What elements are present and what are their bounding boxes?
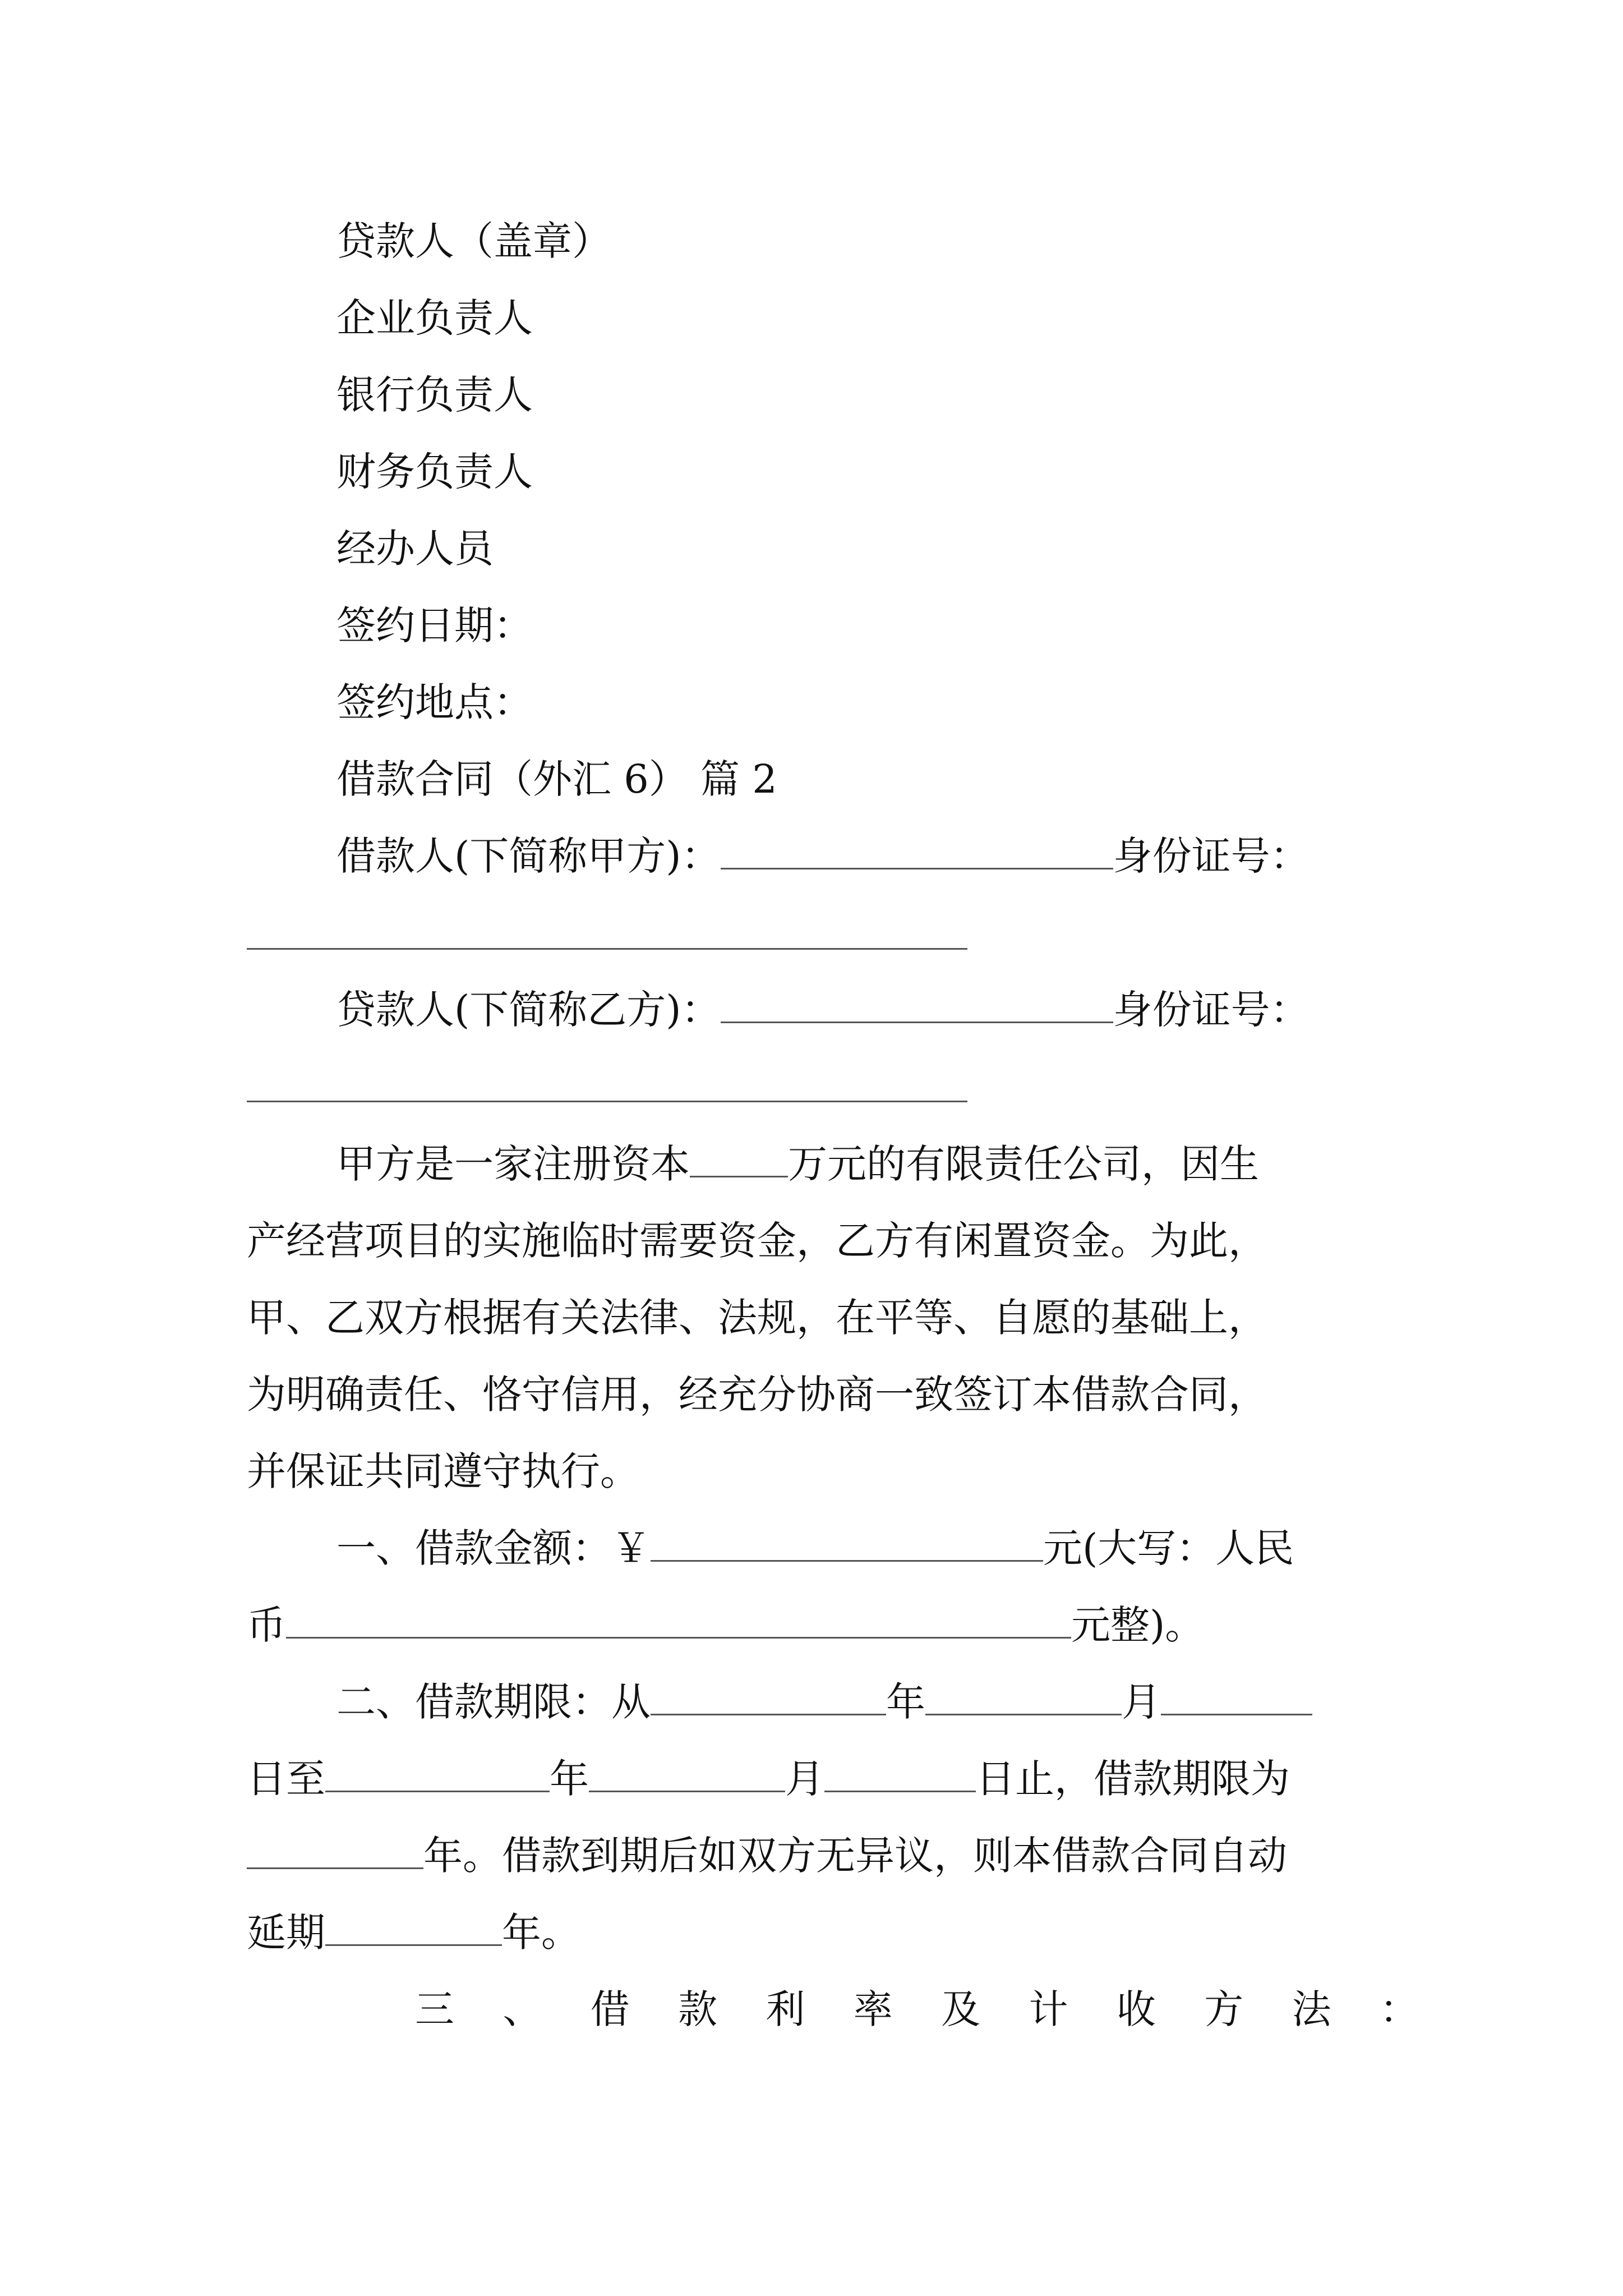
borrower-id-rule: [247, 948, 967, 950]
clause3-char: 收: [1116, 1986, 1156, 2032]
sign-place-line: 签约地点：: [336, 679, 533, 725]
clause2-line-3: [247, 1828, 1287, 1884]
clause1-uppercase-label: 元(大写：人民: [1043, 1525, 1294, 1571]
clause1-currency: 币: [247, 1602, 286, 1648]
lender-name-blank: [721, 988, 1113, 1023]
start-month-unit: 月: [1122, 1679, 1161, 1725]
clause3-char: 、: [502, 1986, 542, 2032]
clause3-char: 三: [415, 1986, 454, 2032]
clause1-end: 元整)。: [1071, 1602, 1205, 1648]
clause3-char: 方: [1204, 1986, 1244, 2032]
start-year-unit: 年: [886, 1679, 925, 1725]
clause2-extend-label: 延期: [247, 1910, 325, 1955]
clause2-term-label: 二、借款期限：从: [336, 1679, 651, 1725]
intro-line-3: 甲、乙双方根据有关法律、法规，在平等、自愿的基础上，: [247, 1295, 1267, 1341]
clause1-amount-label: 一、借款金额：￥: [336, 1525, 651, 1571]
clause3-char: 计: [1029, 1986, 1068, 2032]
intro-text-1a: 甲方是一家注册资本: [336, 1141, 690, 1187]
clause2-line-1: [336, 1674, 1312, 1730]
term-years-blank: [247, 1834, 423, 1869]
clause2-term-text: 日止，借款期限为: [976, 1756, 1290, 1802]
enterprise-head-line: 企业负责人: [336, 295, 533, 341]
borrower-line: [336, 828, 1310, 884]
bank-head-line: 银行负责人: [336, 372, 533, 418]
lender-line: [336, 982, 1310, 1038]
end-year-blank: [325, 1757, 550, 1792]
clause2-line-4: [247, 1904, 580, 1961]
sign-date-line: 签约日期：: [336, 602, 533, 648]
clause3-char: 款: [678, 1986, 718, 2032]
start-year-blank: [651, 1680, 886, 1715]
start-day-blank: [1161, 1680, 1312, 1715]
borrower-id-label: 身份证号：: [1113, 833, 1310, 879]
end-month-unit: 月: [785, 1756, 824, 1802]
finance-head-line: 财务负责人: [336, 449, 533, 495]
registered-capital-blank: [690, 1142, 788, 1177]
clause1-line-2: [247, 1597, 1204, 1653]
lender-id-rule: [247, 1101, 967, 1102]
clause2-extension-text: 年。借款到期后如双方无异议，则本借款合同自动: [423, 1833, 1287, 1879]
intro-line-2: 产经营项目的实施临时需要资金，乙方有闲置资金。为此，: [247, 1218, 1267, 1264]
intro-line-4: 为明确责任、恪守信用，经充分协商一致签订本借款合同，: [247, 1372, 1267, 1418]
section-title: 借款合同（外汇 6） 篇 2: [336, 756, 777, 802]
intro-line-5: 并保证共同遵守执行。: [247, 1448, 639, 1494]
intro-text-1b: 万元的有限责任公司，因生: [788, 1141, 1259, 1187]
amount-number-blank: [651, 1526, 1043, 1562]
clause2-extend-unit: 年。: [502, 1910, 580, 1955]
clause3-char: 借: [590, 1986, 630, 2032]
clause3-char: 及: [941, 1986, 981, 2032]
lender-seal-line: 贷款人（盖章）: [336, 218, 611, 264]
clause2-day-to: 日至: [247, 1756, 325, 1802]
end-day-blank: [824, 1757, 976, 1792]
intro-line-1: [336, 1136, 1259, 1192]
start-month-blank: [925, 1680, 1122, 1715]
clause3-char: 法: [1292, 1986, 1331, 2032]
clause3-heading: [415, 1981, 1419, 2037]
clause3-char: 率: [853, 1986, 893, 2032]
handler-line: 经办人员: [336, 526, 494, 572]
extension-years-blank: [325, 1911, 502, 1946]
lender-label: 贷款人(下简称乙方)：: [336, 987, 721, 1033]
end-year-unit: 年: [550, 1756, 589, 1802]
lender-id-label: 身份证号：: [1113, 987, 1310, 1033]
amount-words-blank: [286, 1603, 1071, 1639]
clause3-char: ：: [1379, 1986, 1419, 2032]
borrower-label: 借款人(下简称甲方)：: [336, 833, 721, 879]
end-month-blank: [589, 1757, 785, 1792]
clause2-line-2: [247, 1751, 1290, 1807]
borrower-name-blank: [721, 834, 1113, 869]
clause1-line-1: [336, 1520, 1294, 1576]
clause3-char: 利: [766, 1986, 805, 2032]
